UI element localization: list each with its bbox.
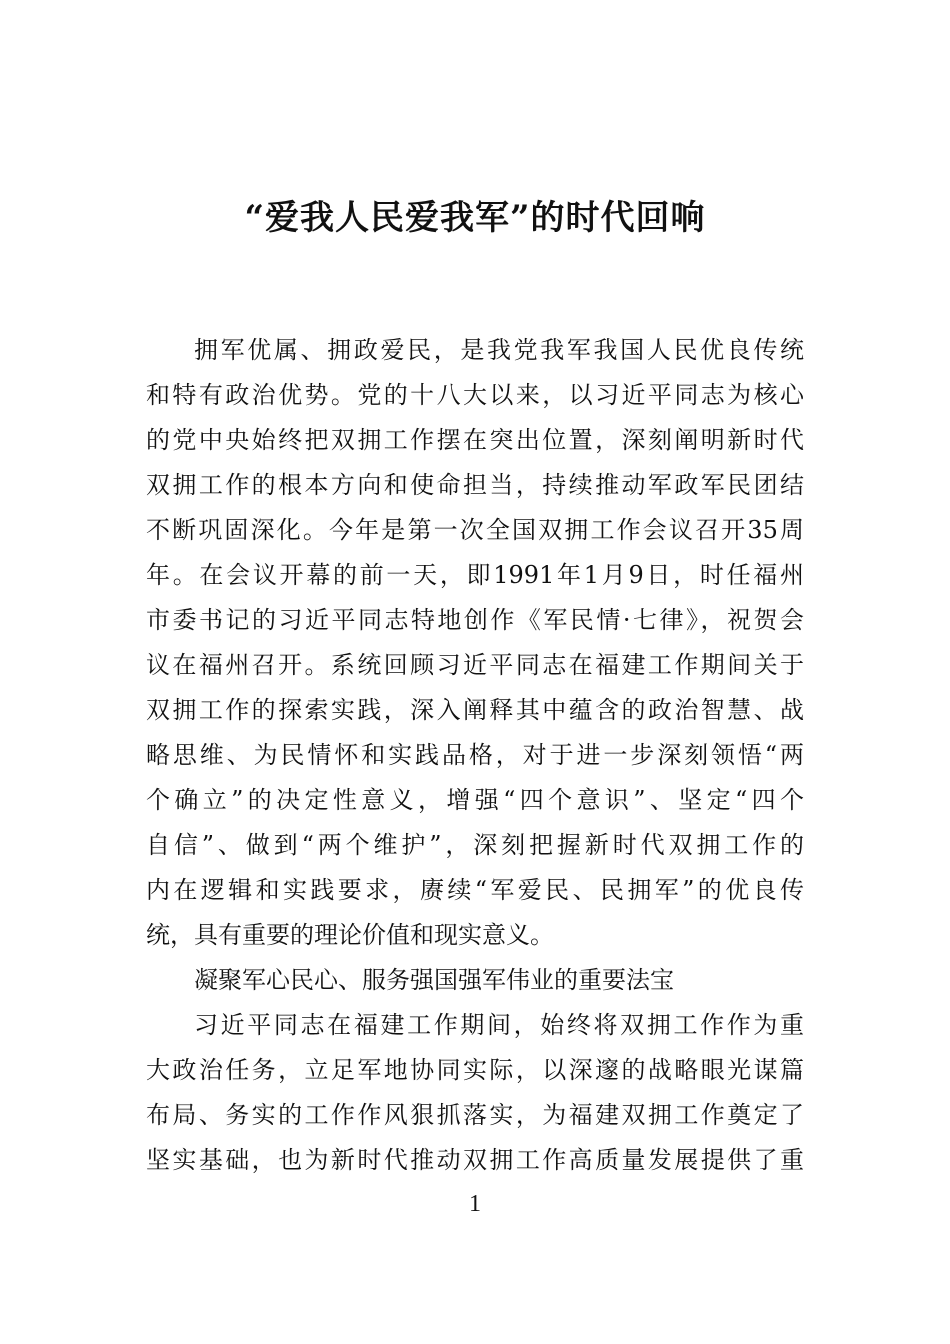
text-line: 个确立”的决定性意义，增强“四个意识”、坚定“四个 bbox=[146, 786, 804, 814]
text-line: 内在逻辑和实践要求，赓续“军爱民、民拥军”的优良传 bbox=[146, 876, 804, 904]
text-line: 自信”、做到“两个维护”，深刻把握新时代双拥工作的 bbox=[146, 831, 804, 859]
text-line: 拥军优属、拥政爱民，是我党我军我国人民优良传统 bbox=[194, 336, 804, 364]
text-line: 大政治任务，立足军地协同实际，以深邃的战略眼光谋篇 bbox=[146, 1056, 804, 1084]
text-line: 和特有政治优势。党的十八大以来，以习近平同志为核心 bbox=[146, 381, 804, 409]
section-heading bbox=[146, 958, 804, 1003]
document-title: “爱我人民爱我军”的时代回响 bbox=[244, 198, 706, 238]
text-line: 统，具有重要的理论价值和现实意义。 bbox=[146, 921, 554, 949]
paragraph bbox=[146, 328, 804, 958]
text-line: 布局、务实的工作作风狠抓落实，为福建双拥工作奠定了 bbox=[146, 1101, 804, 1129]
text-line: 的党中央始终把双拥工作摆在突出位置，深刻阐明新时代 bbox=[146, 426, 804, 454]
text-line: 不断巩固深化。今年是第一次全国双拥工作会议召开35周 bbox=[146, 516, 804, 544]
document-body bbox=[146, 328, 804, 1183]
text-line: 市委书记的习近平同志特地创作《军民情·七律》，祝贺会 bbox=[146, 606, 804, 634]
text-line: 议在福州召开。系统回顾习近平同志在福建工作期间关于 bbox=[146, 651, 804, 679]
paragraph bbox=[146, 1003, 804, 1183]
page-number: 1 bbox=[469, 1191, 481, 1217]
text-line: 双拥工作的根本方向和使命担当，持续推动军政军民团结 bbox=[146, 471, 804, 499]
text-line: 双拥工作的探索实践，深入阐释其中蕴含的政治智慧、战 bbox=[146, 696, 804, 724]
text-line: 坚实基础，也为新时代推动双拥工作高质量发展提供了重 bbox=[146, 1146, 804, 1174]
text-line: 略思维、为民情怀和实践品格，对于进一步深刻领悟“两 bbox=[146, 741, 804, 769]
text-line: 年。在会议开幕的前一天，即1991年1月9日，时任福州 bbox=[146, 561, 804, 589]
text-line: 凝聚军心民心、服务强国强军伟业的重要法宝 bbox=[194, 966, 674, 994]
text-line: 习近平同志在福建工作期间，始终将双拥工作作为重 bbox=[194, 1011, 804, 1039]
